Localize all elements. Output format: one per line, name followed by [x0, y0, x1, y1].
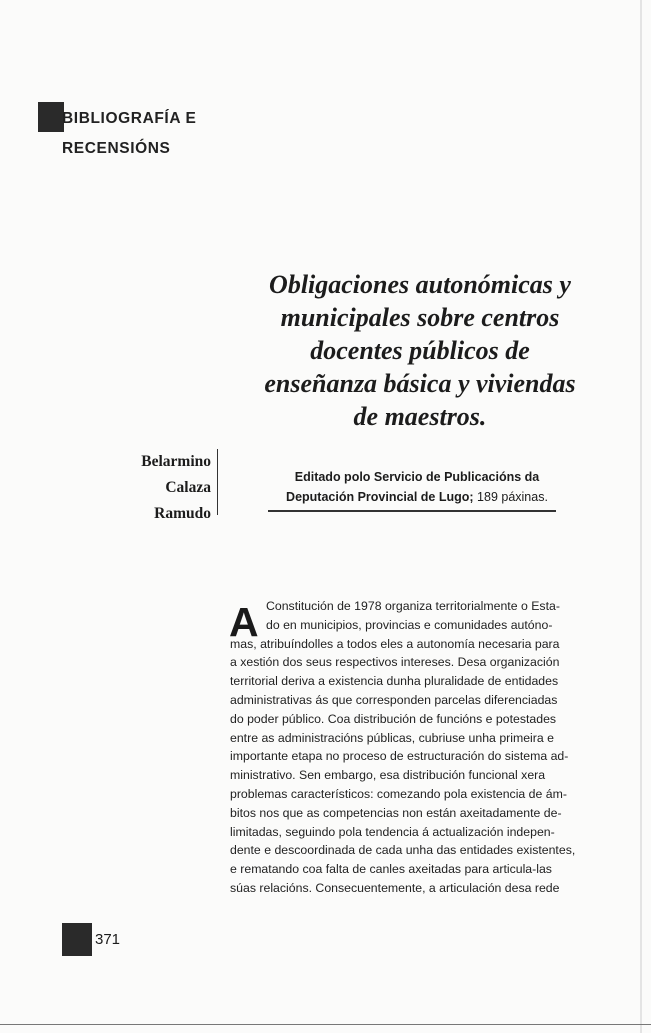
- page-edge-shadow: [640, 0, 642, 1033]
- body-line: mas, atribuíndolles a todos eles a autonomía necesaria para: [230, 636, 560, 651]
- author-line: Calaza: [165, 479, 211, 496]
- section-square-mark: [38, 102, 64, 132]
- title-line: municipales sobre centros: [280, 303, 560, 332]
- title-line: de maestros.: [353, 402, 487, 431]
- body-line: Constitución de 1978 organiza territorialmente o Esta-: [266, 599, 560, 613]
- author-line: Belarmino: [141, 453, 211, 470]
- section-heading-line1: BIBLIOGRAFÍA E: [62, 110, 197, 127]
- page-number-square: [62, 923, 92, 956]
- author-name: [110, 449, 211, 527]
- book-title: [225, 268, 615, 433]
- body-line: dente e descoordinada de cada unha das entidades existentes,: [230, 843, 576, 858]
- publication-publisher: Deputación Provincial de Lugo;: [286, 490, 474, 504]
- author-divider: [217, 449, 218, 515]
- body-line: súas relacións. Consecuentemente, a articulación desa rede: [230, 880, 560, 895]
- body-line: importante etapa no proceso de estructuración do sistema ad-: [230, 749, 569, 764]
- body-line: a xestión dos seus respectivos intereses. Desa organización: [230, 655, 560, 670]
- publication-info: [262, 467, 572, 507]
- body-line: territorial deriva a existencia dunha pluralidade de entidades: [230, 674, 559, 689]
- title-line: enseñanza básica y viviendas: [264, 369, 576, 398]
- body-line: problemas característicos: comezando pola existencia de ám-: [230, 786, 567, 801]
- publication-pages: 189 páxinas.: [473, 490, 548, 504]
- publication-underline: [268, 510, 556, 512]
- review-body: [230, 597, 615, 898]
- publication-line1: Editado polo Servicio de Publicacións da: [294, 470, 540, 484]
- body-line: do poder público. Coa distribución de funcións e potestades: [230, 711, 557, 726]
- title-line: docentes públicos de: [310, 336, 530, 365]
- body-line: e rematando coa falta de canles axeitadas para articula-las: [230, 862, 552, 877]
- title-line: Obligaciones autonómicas y: [269, 270, 571, 299]
- publication-line2: [262, 487, 572, 507]
- page-number: 371: [95, 931, 121, 948]
- author-line: Ramudo: [154, 505, 211, 522]
- drop-cap: A: [229, 599, 259, 645]
- body-line: administrativas ás que corresponden parcelas diferenciadas: [230, 692, 558, 707]
- section-heading-line2: RECENSIÓNS: [62, 140, 171, 157]
- body-line: limitadas, seguindo pola tendencia á actualización indepen-: [230, 824, 555, 839]
- body-line: ministrativo. Sen embargo, esa distribución funcional xera: [230, 768, 546, 783]
- bottom-edge-line: [0, 1024, 651, 1025]
- body-line: entre as administracións públicas, cubriuse unha primeira e: [230, 730, 554, 745]
- body-line: bitos nos que as competencias non están axeitadamente de-: [230, 805, 562, 820]
- body-line: do en municipios, provincias e comunidades autóno-: [266, 617, 553, 632]
